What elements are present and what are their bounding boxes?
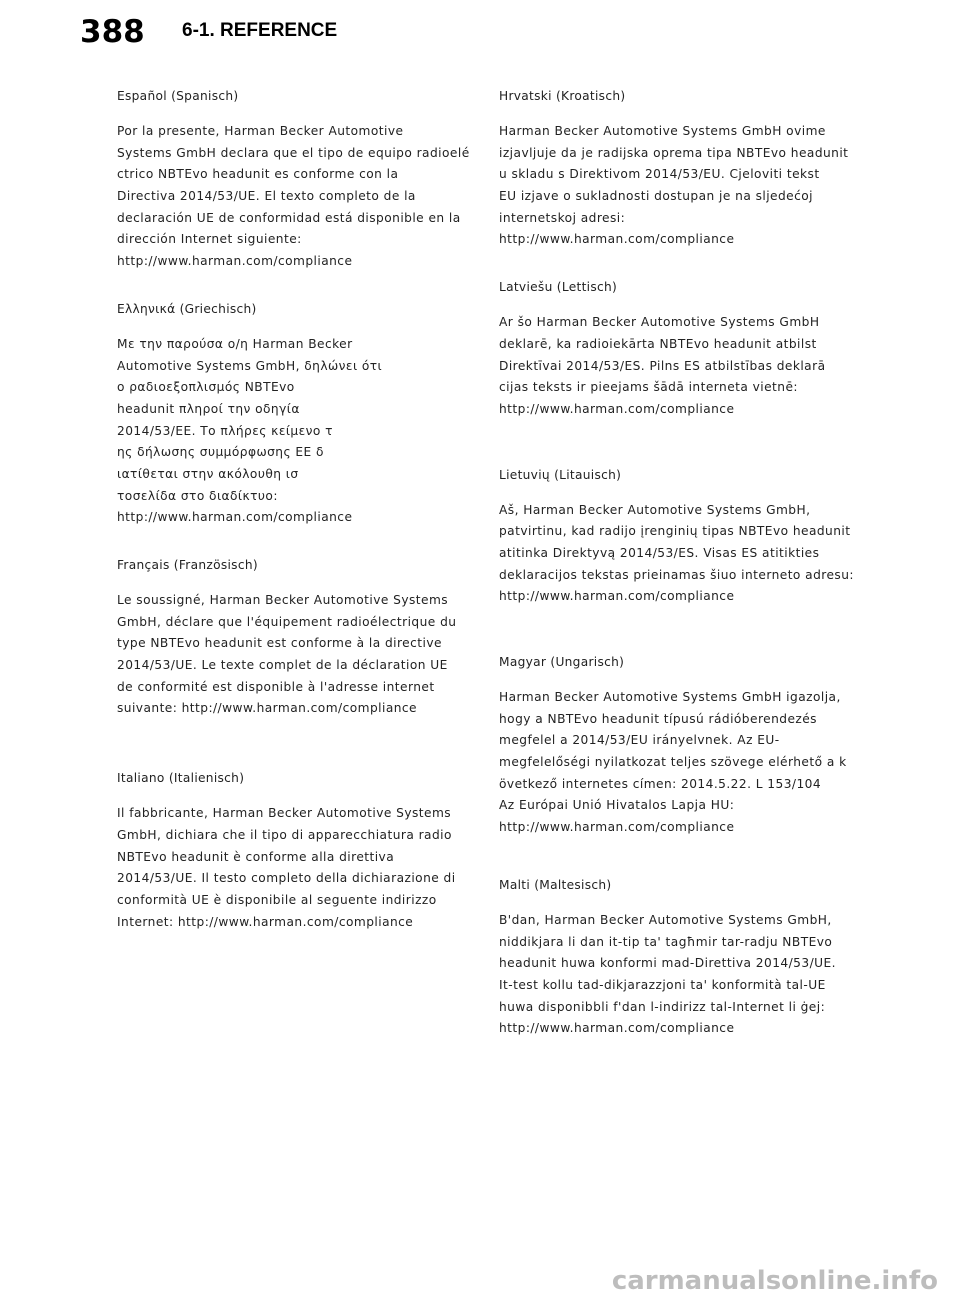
declaration-text-line: It-test kollu tad-dikjarazzjoni ta' konformità tal-UE	[499, 977, 826, 992]
declaration-text-line: declaración UE de conformidad está disponible en la	[117, 210, 461, 225]
language-heading: Français (Französisch)	[117, 558, 258, 572]
declaration-text-line: 2014/53/UE. Il testo completo della dichiarazione di	[117, 871, 456, 886]
declaration-text-line: GmbH, déclare que l'équipement radioélectrique du	[117, 614, 457, 629]
declaration-text-line: τοσελίδα στο διαδίκτυο:	[117, 488, 278, 503]
declaration-text-line: conformità UE è disponibile al seguente indirizzo	[117, 892, 437, 907]
declaration-text-line: Il fabbricante, Harman Becker Automotive Systems	[117, 806, 452, 821]
declaration-text-line: ιατίθεται στην ακόλουθη ισ	[117, 466, 299, 481]
declaration-text-line: niddikjara li dan it-tip ta' tagħmir tar-radju NBTEvo	[499, 934, 833, 949]
declaration-text-line: patvirtinu, kad radijo įrenginių tipas NBTEvo headunit	[499, 524, 851, 539]
declaration-text-line: huwa disponibbli f'dan l-indirizz tal-Internet li ġej:	[499, 999, 826, 1014]
declaration-text-line: Automotive Systems GmbH, δηλώνει ότι	[117, 358, 383, 373]
declaration-text-line: ο ραδιοεξοπλισμός NBTEvo	[117, 380, 295, 395]
declaration-text-line: Le soussigné, Harman Becker Automotive Systems	[117, 593, 449, 607]
declaration-text-line: http://www.harman.com/compliance	[499, 589, 735, 604]
declaration-text-line: http://www.harman.com/compliance	[499, 232, 735, 247]
declaration-text-line: Internet: http://www.harman.com/compliance	[117, 914, 414, 929]
language-heading: Hrvatski (Kroatisch)	[499, 89, 626, 103]
language-heading: Lietuvių (Litauisch)	[499, 467, 622, 482]
declaration-text-line: Directiva 2014/53/UE. El texto completo de la	[117, 189, 416, 204]
language-heading: Italiano (Italienisch)	[117, 771, 245, 786]
declaration-text-line: 2014/53/ΕΕ. Το πλήρες κείμενο τ	[117, 423, 333, 438]
declaration-text-line: http://www.harman.com/compliance	[117, 510, 353, 525]
declaration-block	[499, 875, 859, 1040]
declaration-text-line: hogy a NBTEvo headunit típusú rádióberendezés	[499, 711, 817, 726]
declaration-block	[499, 86, 859, 251]
page-number: 388	[80, 14, 145, 50]
declaration-text-line: headunit huwa konformi mad-Direttiva 2014/53/UE.	[499, 956, 836, 971]
declaration-text-line: Aš, Harman Becker Automotive Systems GmbH,	[499, 502, 811, 517]
declaration-text-line: deklarē, ka radioiekārta NBTEvo headunit atbilst	[499, 336, 817, 351]
declaration-text-line: Harman Becker Automotive Systems GmbH ovime	[499, 124, 826, 138]
declaration-text-line: Με την παρούσα ο/η Harman Becker	[117, 336, 353, 351]
language-heading: Español (Spanisch)	[117, 89, 239, 103]
declaration-text-line: GmbH, dichiara che il tipo di apparecchiatura radio	[117, 827, 452, 842]
language-heading: Ελληνικά (Griechisch)	[117, 301, 257, 316]
declaration-text-line: dirección Internet siguiente:	[117, 232, 302, 247]
declaration-text-line: megfelel a 2014/53/EU irányelvnek. Az EU-	[499, 733, 780, 748]
declaration-text-line: Az Európai Unió Hivatalos Lapja HU:	[499, 798, 735, 813]
declaration-block	[117, 555, 477, 720]
language-heading: Malti (Maltesisch)	[499, 877, 612, 892]
watermark-text: carmanualsonline.info	[611, 1266, 938, 1296]
declaration-text-line: http://www.harman.com/compliance	[499, 1021, 735, 1036]
language-heading: Latviešu (Lettisch)	[499, 280, 618, 295]
declaration-block	[499, 465, 859, 608]
declaration-text-line: 2014/53/UE. Le texte complet de la déclaration UE	[117, 658, 448, 673]
declaration-text-line: izjavljuje da je radijska oprema tipa NBTEvo headunit	[499, 145, 849, 160]
declaration-text-line: Por la presente, Harman Becker Automotive	[117, 124, 404, 138]
declaration-text-line: http://www.harman.com/compliance	[117, 254, 353, 269]
page-header	[0, 0, 960, 70]
declaration-text-line: type NBTEvo headunit est conforme à la directive	[117, 636, 442, 651]
declaration-text-line: B'dan, Harman Becker Automotive Systems GmbH,	[499, 912, 832, 927]
declaration-text-line: Systems GmbH declara que el tipo de equipo radioelé	[117, 145, 470, 160]
declaration-text-line: u skladu s Direktivom 2014/53/EU. Cjeloviti tekst	[499, 167, 820, 182]
declaration-text-line: http://www.harman.com/compliance	[499, 820, 735, 835]
declaration-text-line: de conformité est disponible à l'adresse internet	[117, 679, 435, 694]
declaration-text-line: Direktīvai 2014/53/ES. Pilns ES atbilstības deklarā	[499, 358, 826, 373]
declaration-text-line: megfelelőségi nyilatkozat teljes szövege elérhető a k	[499, 755, 847, 770]
declaration-block	[117, 768, 477, 933]
declaration-text-line: suivante: http://www.harman.com/compliance	[117, 701, 418, 716]
declaration-text-line: internetskoj adresi:	[499, 210, 626, 225]
declaration-text-line: headunit πληροί την οδηγία	[117, 401, 300, 416]
right-column	[499, 86, 859, 1040]
declaration-block	[499, 652, 859, 839]
language-heading: Magyar (Ungarisch)	[499, 655, 625, 669]
declaration-text-line: atitinka Direktyvą 2014/53/ES. Visas ES atitikties	[499, 545, 820, 560]
section-title: 6-1. REFERENCE	[182, 20, 338, 41]
declaration-text-line: ctrico NBTEvo headunit es conforme con la	[117, 167, 399, 182]
declaration-text-line: Ar šo Harman Becker Automotive Systems GmbH	[499, 315, 820, 330]
declaration-text-line: övetkező internetes címen: 2014.5.22. L 153/104	[499, 776, 822, 791]
declaration-text-line: ης δήλωσης συμμόρφωσης ΕΕ δ	[117, 445, 324, 460]
declaration-text-line: cijas teksts ir pieejams šādā interneta vietnē:	[499, 380, 798, 395]
declaration-block	[117, 299, 477, 529]
declaration-text-line: deklaracijos tekstas prieinamas šiuo interneto adresu:	[499, 567, 854, 582]
declaration-text-line: NBTEvo headunit è conforme alla direttiva	[117, 849, 395, 864]
declaration-text-line: EU izjave o sukladnosti dostupan je na sljedećoj	[499, 189, 814, 204]
declaration-block	[117, 86, 477, 273]
declaration-text-line: Harman Becker Automotive Systems GmbH igazolja,	[499, 690, 841, 704]
declaration-text-line: http://www.harman.com/compliance	[499, 401, 735, 416]
declaration-block	[499, 277, 859, 420]
left-column	[117, 86, 477, 933]
